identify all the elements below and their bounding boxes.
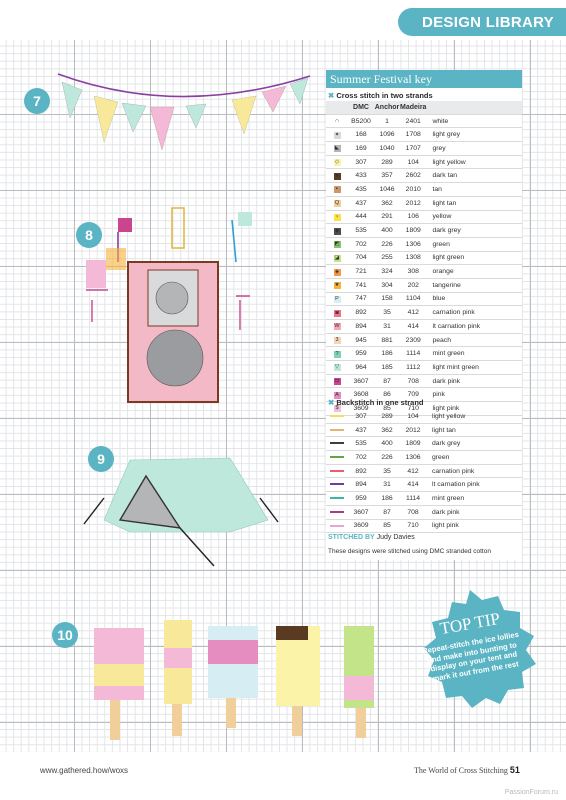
page-footer xyxy=(0,752,566,800)
page-header xyxy=(0,0,566,40)
madeira-number: 2401 xyxy=(400,114,426,128)
anchor-number: 186 xyxy=(374,347,400,361)
full-stitch-table xyxy=(326,101,522,416)
madeira-number: 412 xyxy=(400,464,426,478)
anchor-number: 289 xyxy=(374,155,400,169)
colour-name: light mint green xyxy=(426,361,522,375)
colour-name: dark pink xyxy=(426,374,522,388)
colour-name: light tan xyxy=(426,423,522,437)
key-title: Summer Festival key xyxy=(326,70,522,88)
tent-circle xyxy=(156,282,188,314)
tent-design xyxy=(86,208,252,402)
backstitch-line xyxy=(326,464,348,478)
symbol-swatch: 3 xyxy=(326,333,348,347)
anchor-number: 35 xyxy=(374,306,400,320)
anchor-number: 158 xyxy=(374,292,400,306)
tent-pole xyxy=(232,220,236,262)
dome-tent-rope xyxy=(84,498,104,524)
top-tip-title: TOP TIP xyxy=(438,608,502,639)
anchor-number: 1096 xyxy=(374,128,400,142)
madeira-number: 1306 xyxy=(400,451,426,465)
colour-name: tan xyxy=(426,183,522,197)
footer-magazine: The World of Cross Stitching 51 xyxy=(414,765,520,775)
colour-name: carnation pink xyxy=(426,464,522,478)
section-title-back: ✖ Backstitch in one strand xyxy=(328,398,424,407)
stitched-by: STITCHED BY Judy Davies xyxy=(328,534,415,541)
ice-lolly-band xyxy=(276,626,308,640)
col-madeira: Madeira xyxy=(400,101,426,114)
tent-flag xyxy=(238,212,252,226)
madeira-number: 709 xyxy=(400,388,426,402)
tent-flag-small xyxy=(106,248,126,270)
anchor-number: 255 xyxy=(374,251,400,265)
ice-lolly-stick xyxy=(292,706,302,736)
design-number-badge: 10 xyxy=(52,622,78,648)
key-row xyxy=(326,278,522,292)
anchor-number: 31 xyxy=(374,478,400,492)
key-row xyxy=(326,265,522,279)
top-tip xyxy=(404,588,536,706)
page-number: 51 xyxy=(509,765,520,775)
madeira-number: 2309 xyxy=(400,333,426,347)
bunting-flag xyxy=(262,86,286,112)
madeira-number: 2602 xyxy=(400,169,426,183)
anchor-number: 186 xyxy=(374,492,400,506)
anchor-number: 226 xyxy=(374,451,400,465)
bunting-flag xyxy=(186,104,206,128)
anchor-number: 400 xyxy=(374,437,400,451)
symbol-swatch: A xyxy=(326,388,348,402)
colour-name: light green xyxy=(426,251,522,265)
ice-lolly-band xyxy=(94,664,144,686)
key-row xyxy=(326,492,522,506)
key-row xyxy=(326,347,522,361)
anchor-number: 87 xyxy=(374,505,400,519)
ice-lolly-stick xyxy=(356,708,366,738)
key-row xyxy=(326,155,522,169)
key-row xyxy=(326,183,522,197)
colour-name: light pink xyxy=(426,519,522,533)
key-row xyxy=(326,196,522,210)
colour-name: white xyxy=(426,114,522,128)
dmc-number: 702 xyxy=(348,451,374,465)
key-row xyxy=(326,464,522,478)
dmc-number: 959 xyxy=(348,347,374,361)
colour-name: dark grey xyxy=(426,224,522,238)
bunting-flag xyxy=(62,82,82,118)
symbol-swatch: ▪ xyxy=(326,183,348,197)
dmc-number: 437 xyxy=(348,423,374,437)
full-stitch-rows xyxy=(326,114,522,415)
dmc-number: 3609 xyxy=(348,519,374,533)
ice-lolly-band xyxy=(344,676,374,700)
key-panel xyxy=(326,70,522,560)
madeira-number: 2010 xyxy=(400,183,426,197)
colour-name: lt carnation pink xyxy=(426,320,522,334)
dmc-number: 535 xyxy=(348,437,374,451)
symbol-swatch: ◣ xyxy=(326,142,348,156)
key-row xyxy=(326,333,522,347)
design-number-badge: 9 xyxy=(88,446,114,472)
tent-flag xyxy=(172,208,184,248)
dmc-number: 307 xyxy=(348,410,374,423)
dmc-number: 892 xyxy=(348,464,374,478)
madeira-number: 104 xyxy=(400,410,426,423)
key-row xyxy=(326,320,522,334)
key-row xyxy=(326,505,522,519)
anchor-number: 31 xyxy=(374,320,400,334)
colour-name: dark tan xyxy=(426,169,522,183)
madeira-number: 308 xyxy=(400,265,426,279)
colour-name: light yellow xyxy=(426,410,522,423)
dmc-number: 535 xyxy=(348,224,374,238)
colour-name: mint green xyxy=(426,492,522,506)
anchor-number: 362 xyxy=(374,423,400,437)
colour-name: pink xyxy=(426,388,522,402)
anchor-number: 362 xyxy=(374,196,400,210)
madeira-number: 104 xyxy=(400,155,426,169)
madeira-number: 2012 xyxy=(400,423,426,437)
madeira-number: 2012 xyxy=(400,196,426,210)
colour-name: lt carnation pink xyxy=(426,478,522,492)
anchor-number: 291 xyxy=(374,210,400,224)
symbol-swatch: ? xyxy=(326,347,348,361)
dmc-number: 307 xyxy=(348,155,374,169)
col-name xyxy=(426,101,522,114)
colour-name: peach xyxy=(426,333,522,347)
ice-lolly-design xyxy=(94,620,374,740)
symbol-swatch: ◈ xyxy=(326,265,348,279)
design-number-badge: 8 xyxy=(76,222,102,248)
key-row xyxy=(326,478,522,492)
bunting-flag xyxy=(94,96,118,142)
symbol-swatch: $ xyxy=(326,402,348,416)
dmc-number: 747 xyxy=(348,292,374,306)
symbol-swatch: ◇ xyxy=(326,155,348,169)
key-row xyxy=(326,306,522,320)
colour-name: light pink xyxy=(426,402,522,416)
bunting-design xyxy=(58,74,310,150)
top-tip-text: Repeat-stitch the ice lollies and make into bunting to display on your tent and mark it out from the rest xyxy=(421,629,520,683)
anchor-number: 226 xyxy=(374,237,400,251)
key-row xyxy=(326,361,522,375)
anchor-number: 304 xyxy=(374,278,400,292)
colour-name: mint green xyxy=(426,347,522,361)
footer-url[interactable]: www.gathered.how/woxs xyxy=(40,766,129,775)
colour-name: green xyxy=(426,451,522,465)
dmc-number: 892 xyxy=(348,306,374,320)
anchor-number: 289 xyxy=(374,410,400,423)
anchor-number: 85 xyxy=(374,402,400,416)
symbol-swatch: ▽ xyxy=(326,361,348,375)
symbol-swatch: ♀ xyxy=(326,210,348,224)
backstitch-line xyxy=(326,492,348,506)
anchor-number: 357 xyxy=(374,169,400,183)
col-dmc: DMC xyxy=(348,101,374,114)
dmc-number: 894 xyxy=(348,320,374,334)
madeira-number: 1809 xyxy=(400,224,426,238)
colour-name: grey xyxy=(426,142,522,156)
dmc-number: 437 xyxy=(348,196,374,210)
madeira-number: 710 xyxy=(400,519,426,533)
backstitch-line xyxy=(326,423,348,437)
dmc-number: 945 xyxy=(348,333,374,347)
madeira-number: 1308 xyxy=(400,251,426,265)
colour-name: light tan xyxy=(426,196,522,210)
dmc-number: 702 xyxy=(348,237,374,251)
colour-name: tangerine xyxy=(426,278,522,292)
anchor-number: 1046 xyxy=(374,183,400,197)
bunting-flag xyxy=(232,96,256,134)
anchor-number: 324 xyxy=(374,265,400,279)
madeira-number: 106 xyxy=(400,210,426,224)
symbol-swatch: ◙ xyxy=(326,306,348,320)
key-row xyxy=(326,237,522,251)
section-title-full: ✖ Cross stitch in two strands xyxy=(328,91,433,100)
design-number-badge: 7 xyxy=(24,88,50,114)
madeira-number: 1114 xyxy=(400,492,426,506)
madeira-number: 1707 xyxy=(400,142,426,156)
ice-lolly-band xyxy=(208,640,258,664)
dmc-number: 741 xyxy=(348,278,374,292)
dmc-number: 894 xyxy=(348,478,374,492)
dmc-number: 964 xyxy=(348,361,374,375)
anchor-number: 185 xyxy=(374,361,400,375)
madeira-number: 708 xyxy=(400,374,426,388)
key-row xyxy=(326,224,522,238)
key-row xyxy=(326,451,522,465)
symbol-swatch: ◪ xyxy=(326,251,348,265)
dmc-number: 168 xyxy=(348,128,374,142)
anchor-number: 35 xyxy=(374,464,400,478)
ice-lolly-band xyxy=(164,648,192,668)
key-row xyxy=(326,519,522,533)
dmc-number: 3607 xyxy=(348,505,374,519)
key-row xyxy=(326,423,522,437)
symbol-swatch: ■ xyxy=(326,169,348,183)
madeira-number: 412 xyxy=(400,306,426,320)
dome-tent-design xyxy=(84,458,278,566)
symbol-swatch: ★ xyxy=(326,278,348,292)
symbol-swatch: P xyxy=(326,292,348,306)
tent-rope xyxy=(236,296,250,330)
key-row xyxy=(326,128,522,142)
madeira-number: 1114 xyxy=(400,347,426,361)
colour-name: dark pink xyxy=(426,505,522,519)
dmc-number: B5200 xyxy=(348,114,374,128)
dmc-number: 959 xyxy=(348,492,374,506)
key-row xyxy=(326,292,522,306)
colour-name: blue xyxy=(426,292,522,306)
ice-lolly-stick xyxy=(110,700,120,740)
anchor-number: 85 xyxy=(374,519,400,533)
madeira-number: 1708 xyxy=(400,128,426,142)
anchor-number: 881 xyxy=(374,333,400,347)
dmc-number: 3608 xyxy=(348,388,374,402)
madeira-number: 1306 xyxy=(400,237,426,251)
madeira-number: 1112 xyxy=(400,361,426,375)
madeira-number: 710 xyxy=(400,402,426,416)
backstitch-table xyxy=(326,410,522,533)
watermark: PassionForum.ru xyxy=(504,789,558,796)
dome-tent-rope xyxy=(180,528,214,566)
dmc-number: 444 xyxy=(348,210,374,224)
tent-rope xyxy=(86,290,108,322)
col-symbol xyxy=(326,101,348,114)
key-row xyxy=(326,437,522,451)
symbol-swatch: ◩ xyxy=(326,237,348,251)
colour-name: light grey xyxy=(426,128,522,142)
backstitch-line xyxy=(326,451,348,465)
symbol-swatch: ◘ xyxy=(326,374,348,388)
ice-lolly-stick xyxy=(226,698,236,728)
table-header xyxy=(326,101,522,114)
symbol-swatch: W xyxy=(326,320,348,334)
symbol-swatch: ◆ xyxy=(326,224,348,238)
madeira-number: 202 xyxy=(400,278,426,292)
anchor-number: 87 xyxy=(374,374,400,388)
backstitch-line xyxy=(326,478,348,492)
thread-note: These designs were stitched using DMC stranded cotton xyxy=(328,548,491,555)
backstitch-line xyxy=(326,410,348,423)
colour-name: orange xyxy=(426,265,522,279)
dmc-number: 435 xyxy=(348,183,374,197)
dmc-number: 169 xyxy=(348,142,374,156)
page-title: DESIGN LIBRARY xyxy=(422,14,554,31)
col-anchor: Anchor xyxy=(374,101,400,114)
dmc-number: 3607 xyxy=(348,374,374,388)
symbol-swatch: ✦ xyxy=(326,128,348,142)
key-row xyxy=(326,251,522,265)
anchor-number: 1040 xyxy=(374,142,400,156)
bunting-flag xyxy=(150,107,174,150)
tent-circle xyxy=(147,330,203,386)
dmc-number: 704 xyxy=(348,251,374,265)
madeira-number: 708 xyxy=(400,505,426,519)
cross-icon: ✖ xyxy=(328,398,335,407)
colour-name: light yellow xyxy=(426,155,522,169)
colour-name: yellow xyxy=(426,210,522,224)
anchor-number: 400 xyxy=(374,224,400,238)
colour-name: carnation pink xyxy=(426,306,522,320)
madeira-number: 1809 xyxy=(400,437,426,451)
symbol-swatch: Q xyxy=(326,196,348,210)
colour-name: green xyxy=(426,237,522,251)
madeira-number: 414 xyxy=(400,320,426,334)
bunting-flag xyxy=(122,103,146,132)
key-row xyxy=(326,210,522,224)
key-row xyxy=(326,142,522,156)
anchor-number: 1 xyxy=(374,114,400,128)
madeira-number: 1104 xyxy=(400,292,426,306)
symbol-swatch: ∩ xyxy=(326,114,348,128)
key-row xyxy=(326,374,522,388)
ice-lolly-stick xyxy=(172,704,182,736)
cross-icon: ✖ xyxy=(328,91,335,100)
dmc-number: 721 xyxy=(348,265,374,279)
backstitch-line xyxy=(326,437,348,451)
backstitch-rows xyxy=(326,410,522,533)
anchor-number: 86 xyxy=(374,388,400,402)
key-row xyxy=(326,114,522,128)
tent-flag-small xyxy=(86,260,106,288)
tent-flag xyxy=(118,218,132,232)
key-row xyxy=(326,410,522,423)
madeira-number: 414 xyxy=(400,478,426,492)
backstitch-line xyxy=(326,505,348,519)
dmc-number: 433 xyxy=(348,169,374,183)
key-row xyxy=(326,169,522,183)
backstitch-line xyxy=(326,519,348,533)
colour-name: dark grey xyxy=(426,437,522,451)
dmc-number: 3609 xyxy=(348,402,374,416)
